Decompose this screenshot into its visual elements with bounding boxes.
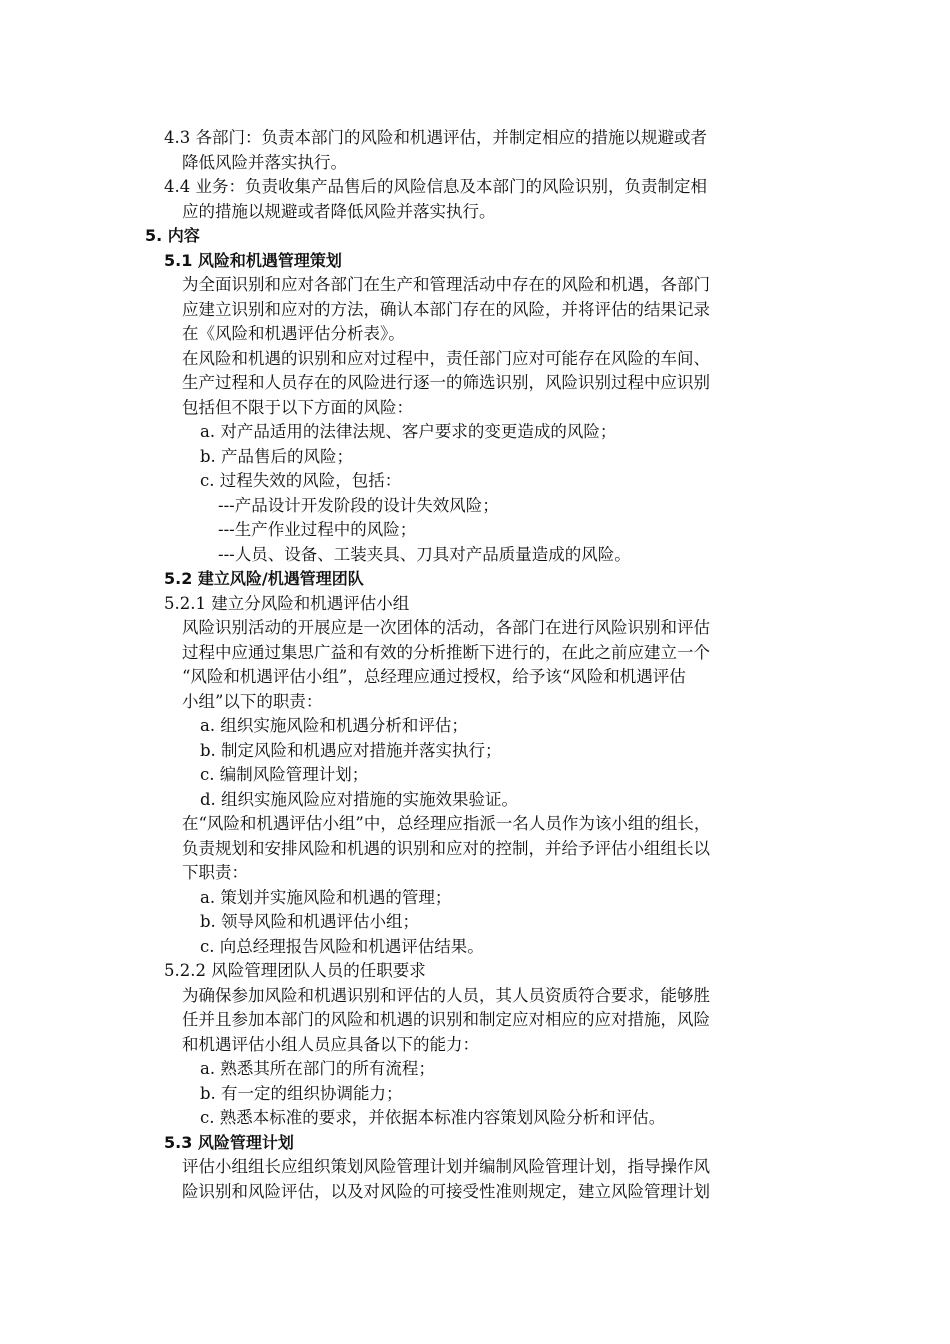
- item-4-3-line1: 4.3 各部门：负责本部门的风险和机遇评估，并制定相应的措施以规避或者: [164, 128, 707, 147]
- list-item: c. 过程失效的风险，包括：: [200, 471, 402, 490]
- section-5-2-2-heading: 5.2.2 风险管理团队人员的任职要求: [164, 961, 426, 980]
- paragraph-line: 下职责：: [182, 863, 248, 882]
- sublist-item: ---产品设计开发阶段的设计失效风险；: [218, 495, 499, 515]
- paragraph-line: 风险识别活动的开展应是一次团体的活动，各部门在进行风险识别和评估: [182, 618, 710, 637]
- paragraph-line: 应建立识别和应对的方法，确认本部门存在的风险，并将评估的结果记录: [182, 299, 710, 319]
- paragraph-line: 小组”以下的职责：: [182, 691, 323, 711]
- list-item: c. 向总经理报告风险和机遇评估结果。: [200, 936, 484, 956]
- list-item: a. 熟悉其所在部门的所有流程；: [200, 1059, 435, 1078]
- paragraph-line: 在“风险和机遇评估小组”中，总经理应指派一名人员作为该小组的组长，: [182, 814, 711, 833]
- list-item: a. 组织实施风险和机遇分析和评估；: [200, 716, 468, 735]
- list-item: a. 对产品适用的法律法规、客户要求的变更造成的风险；: [200, 422, 617, 441]
- item-4-3-line2: 降低风险并落实执行。: [182, 152, 347, 172]
- section-5-1-heading: 5.1 风险和机遇管理策划: [164, 250, 342, 270]
- paragraph-line: 为全面识别和应对各部门在生产和管理活动中存在的风险和机遇，各部门: [182, 275, 710, 294]
- list-item: b. 产品售后的风险；: [200, 446, 354, 466]
- paragraph-line: 在风险和机遇的识别和应对过程中，责任部门应对可能存在风险的车间、: [182, 348, 710, 368]
- list-item: c. 编制风险管理计划；: [200, 765, 369, 784]
- item-4-4-line1: 4.4 业务：负责收集产品售后的风险信息及本部门的风险识别，负责制定相: [164, 177, 707, 196]
- section-5-3-heading: 5.3 风险管理计划: [164, 1132, 294, 1152]
- section-5-2-heading: 5.2 建立风险/机遇管理团队: [164, 569, 364, 588]
- list-item: d. 组织实施风险应对措施的实施效果验证。: [200, 789, 519, 809]
- list-item: b. 有一定的组织协调能力；: [200, 1083, 403, 1103]
- paragraph-line: 过程中应通过集思广益和有效的分析推断下进行的，在此之前应建立一个: [182, 642, 710, 662]
- paragraph-line: 险识别和风险评估，以及对风险的可接受性准则规定，建立风险管理计划: [182, 1181, 710, 1201]
- paragraph-line: 为确保参加风险和机遇识别和评估的人员，其人员资质符合要求，能够胜: [182, 985, 710, 1005]
- list-item: b. 制定风险和机遇应对措施并落实执行；: [200, 740, 502, 760]
- section-5-heading: 5. 内容: [145, 226, 200, 245]
- item-4-4-line2: 应的措施以规避或者降低风险并落实执行。: [182, 201, 496, 221]
- sublist-item: ---生产作业过程中的风险；: [218, 520, 417, 539]
- paragraph-line: 和机遇评估小组人员应具备以下的能力：: [182, 1034, 479, 1054]
- list-item: b. 领导风险和机遇评估小组；: [200, 912, 420, 931]
- paragraph-line: 包括但不限于以下方面的风险：: [182, 397, 413, 417]
- paragraph-line: 任并且参加本部门的风险和机遇的识别和制定应对相应的应对措施，风险: [182, 1010, 710, 1029]
- list-item: c. 熟悉本标准的要求，并依据本标准内容策划风险分析和评估。: [200, 1108, 666, 1127]
- paragraph-line: “风险和机遇评估小组”，总经理应通过授权，给予该“风险和机遇评估: [182, 667, 686, 686]
- paragraph-line: 负责规划和安排风险和机遇的识别和应对的控制，并给予评估小组组长以: [182, 838, 710, 858]
- paragraph-line: 评估小组组长应组织策划风险管理计划并编制风险管理计划，指导操作风: [182, 1157, 710, 1176]
- sublist-item: ---人员、设备、工装夹具、刀具对产品质量造成的风险。: [218, 544, 631, 564]
- paragraph-line: 生产过程和人员存在的风险进行逐一的筛选识别，风险识别过程中应识别: [182, 373, 710, 392]
- list-item: a. 策划并实施风险和机遇的管理；: [200, 887, 452, 907]
- paragraph-line: 在《风险和机遇评估分析表》。: [182, 324, 405, 343]
- document-page: [0, 126, 950, 1204]
- section-5-2-1-heading: 5.2.1 建立分风险和机遇评估小组: [164, 593, 410, 613]
